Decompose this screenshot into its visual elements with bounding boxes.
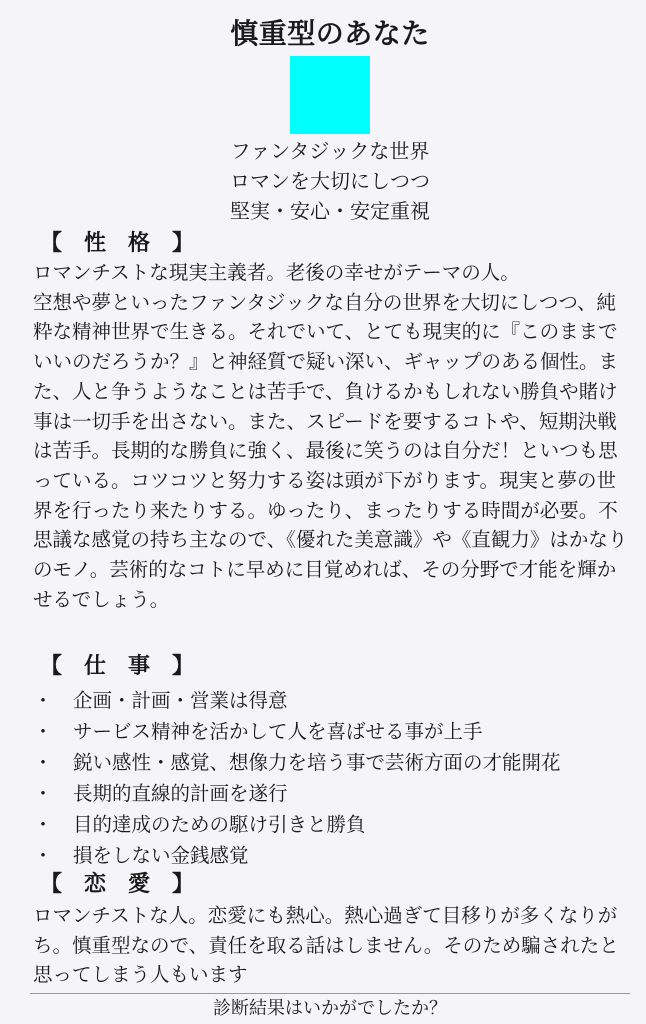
- work-item-text: 目的達成のための駆け引きと勝負: [73, 813, 366, 836]
- work-item-text: サービス精神を活かして人を喜ばせる事が上手: [73, 720, 483, 743]
- work-item-text: 長期的直線的計画を遂行: [73, 782, 288, 805]
- love-text: ロマンチストな人。恋愛にも熱心。熱心過ぎて目移りが多くなりがち。慎重型なので、責任を取る話はしません。そのため騙されたと思ってしまう人もいます: [33, 904, 619, 987]
- work-item-text: 損をしない金銭感覚: [73, 844, 249, 867]
- work-item-text: 企画・計画・営業は得意: [73, 689, 288, 712]
- bullet-mark: ・: [33, 813, 53, 836]
- footer-divider: [30, 993, 630, 994]
- work-item: [33, 685, 633, 716]
- color-swatch: [290, 56, 370, 134]
- work-item: [33, 716, 633, 747]
- tagline-3: 堅実・安心・安定重視: [230, 199, 430, 223]
- work-heading: 【 仕 事 】: [40, 653, 195, 679]
- page-title: 慎重型のあなた: [230, 17, 430, 50]
- bullet-mark: ・: [33, 782, 53, 805]
- work-item: [33, 809, 633, 840]
- tagline-1: ファンタジックな世界: [230, 139, 430, 163]
- personality-text: ロマンチストな現実主義者。老後の幸せがテーマの人。 空想や夢といったファンタジックな自分の世界を大切にしつつ、純粋な精神世界で生きる。それでいて、とても現実的に『このままでいいのだろうか？』と神経質で疑い深い、ギャップのある個性。また、人と争うようなことは苦手で、負けるかもしれない勝負や賭け事は一切手を出さない。また、スピードを要するコトや、短期決戦は苦手。長期的な勝負に強く、最後に笑うのは自分だ！といつも思っている。コツコツと努力する姿は頭が下がります。現実と夢の世界を行ったり来たりする。ゆったり、まったりする時間が必要。不思議な感覚の持ち主なので、《優れた美意識》や《直観力》はかなりのモノ。芸術的なコトに早めに目覚めれば、その分野で才能を輝かせるでしょう。: [33, 261, 628, 611]
- bullet-mark: ・: [33, 844, 53, 867]
- bullet-mark: ・: [33, 720, 53, 743]
- tagline-2: ロマンを大切にしつつ: [230, 169, 430, 193]
- work-item: [33, 778, 633, 809]
- bullet-mark: ・: [33, 689, 53, 712]
- personality-heading: 【 性 格 】: [40, 230, 195, 256]
- love-heading: 【 恋 愛 】: [40, 871, 195, 897]
- work-item-text: 鋭い感性・感覚、想像力を培う事で芸術方面の才能開花: [73, 751, 561, 774]
- bullet-mark: ・: [33, 751, 53, 774]
- footer-question: 診断結果はいかがでしたか？: [213, 998, 447, 1019]
- work-list: [33, 685, 633, 871]
- work-item: [33, 840, 633, 871]
- work-item: [33, 747, 633, 778]
